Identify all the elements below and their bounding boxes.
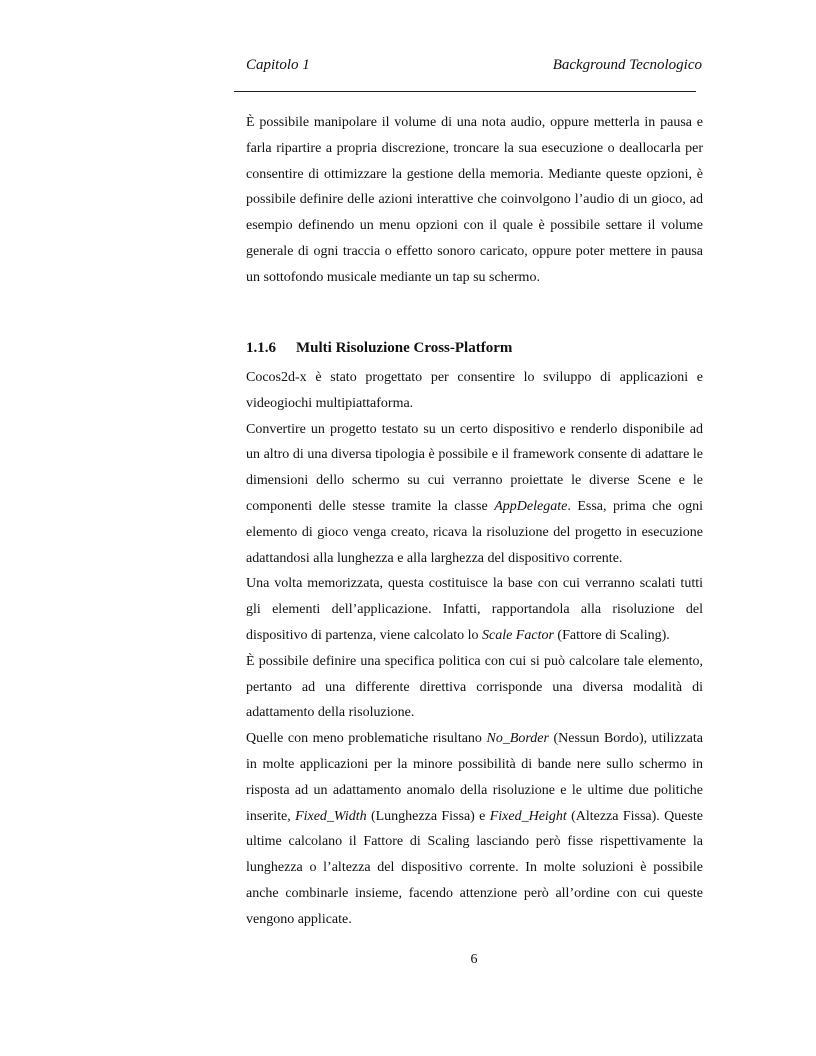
intro-paragraph: È possibile manipolare il volume di una nota audio, oppure metterla in pausa e farla ripartire a propria discrezione, troncare la sua esecuzione o deallocarla per consentire di ottimizzare la gestione della memoria. Mediante queste opzioni, è possibile definire delle azioni interattive che coinvolgono l’audio di un gioco, ad esempio definendo un menu opzioni con il quale è possibile settare il volume generale di ogni traccia o effetto sonoro caricato, oppure poter mettere in pausa un sottofondo musicale mediante un tap su schermo.: [246, 115, 703, 285]
paragraph-5-text-a: Quelle con meno problematiche risultano: [246, 731, 487, 747]
term-no-border: No_Border: [486, 731, 549, 747]
paragraph-4: È possibile definire una specifica politica con cui si può calcolare tale elemento, pertanto ad una differente direttiva corrisponde una diversa modalità di adattamento della risoluzione.: [246, 653, 703, 721]
section-body: [246, 365, 703, 933]
paragraph-5-text-d: (Altezza Fissa). Queste ultime calcolano il Fattore di Scaling lasciando però fisse rispettivamente la lunghezza o l’altezza del dispositivo corrente. In molte soluzioni è possibile anche combinarle insieme, facendo attenzione però all’ordine con cui queste vengono applicate.: [246, 808, 703, 927]
header-title: Background Tecnologico: [552, 57, 702, 73]
paragraph-3-text-b: (Fattore di Scaling).: [553, 627, 670, 643]
page-number: 6: [470, 952, 478, 967]
paragraph-5-text-b: (Nessun Bordo), utilizzata in molte applicazioni per la minore possibilità di bande nere sullo schermo in risposta ad un adattamento anomalo della risoluzione e le ultime due politiche inserite,: [246, 731, 703, 824]
paragraph-2-text-a: Convertire un progetto testato su un certo dispositivo e renderlo disponibile ad un altro di una diversa tipologia è possibile e il framework consente di adattare le dimensioni dello schermo su cui verranno proiettate le diverse Scene e le componenti delle stesse tramite la classe: [246, 421, 703, 514]
paragraph-1: Cocos2d-x è stato progettato per consentire lo sviluppo di applicazioni e videogiochi multipiattaforma.: [246, 370, 703, 411]
term-scale-factor: Scale Factor: [481, 627, 554, 643]
term-fixed-height: Fixed_Height: [489, 808, 567, 824]
paragraph-3: [246, 571, 703, 648]
section-title: Multi Risoluzione Cross-Platform: [296, 340, 513, 356]
term-appdelegate: AppDelegate: [494, 498, 568, 514]
intro-paragraph-block: [246, 110, 703, 291]
paragraph-2-text-b: . Essa, prima che ogni elemento di gioco venga creato, ricava la risoluzione del progetto in esecuzione adattandosi alla lunghezza e alla larghezza del dispositivo corrente.: [246, 498, 703, 566]
section-number: 1.1.6: [246, 340, 276, 356]
header-rule: [234, 91, 696, 92]
header-chapter: Capitolo 1: [246, 57, 310, 73]
term-fixed-width: Fixed_Width: [295, 808, 367, 824]
paragraph-2: [246, 417, 703, 572]
paragraph-5: [246, 726, 703, 932]
paragraph-3-text-a: Una volta memorizzata, questa costituisce la base con cui verranno scalati tutti gli elementi dell’applicazione. Infatti, rapportandola alla risoluzione del dispositivo di partenza, viene calcolato lo: [246, 576, 703, 643]
running-header: [246, 57, 702, 79]
paragraph-5-text-c: (Lunghezza Fissa) e: [366, 808, 490, 824]
section-heading: [246, 340, 512, 357]
